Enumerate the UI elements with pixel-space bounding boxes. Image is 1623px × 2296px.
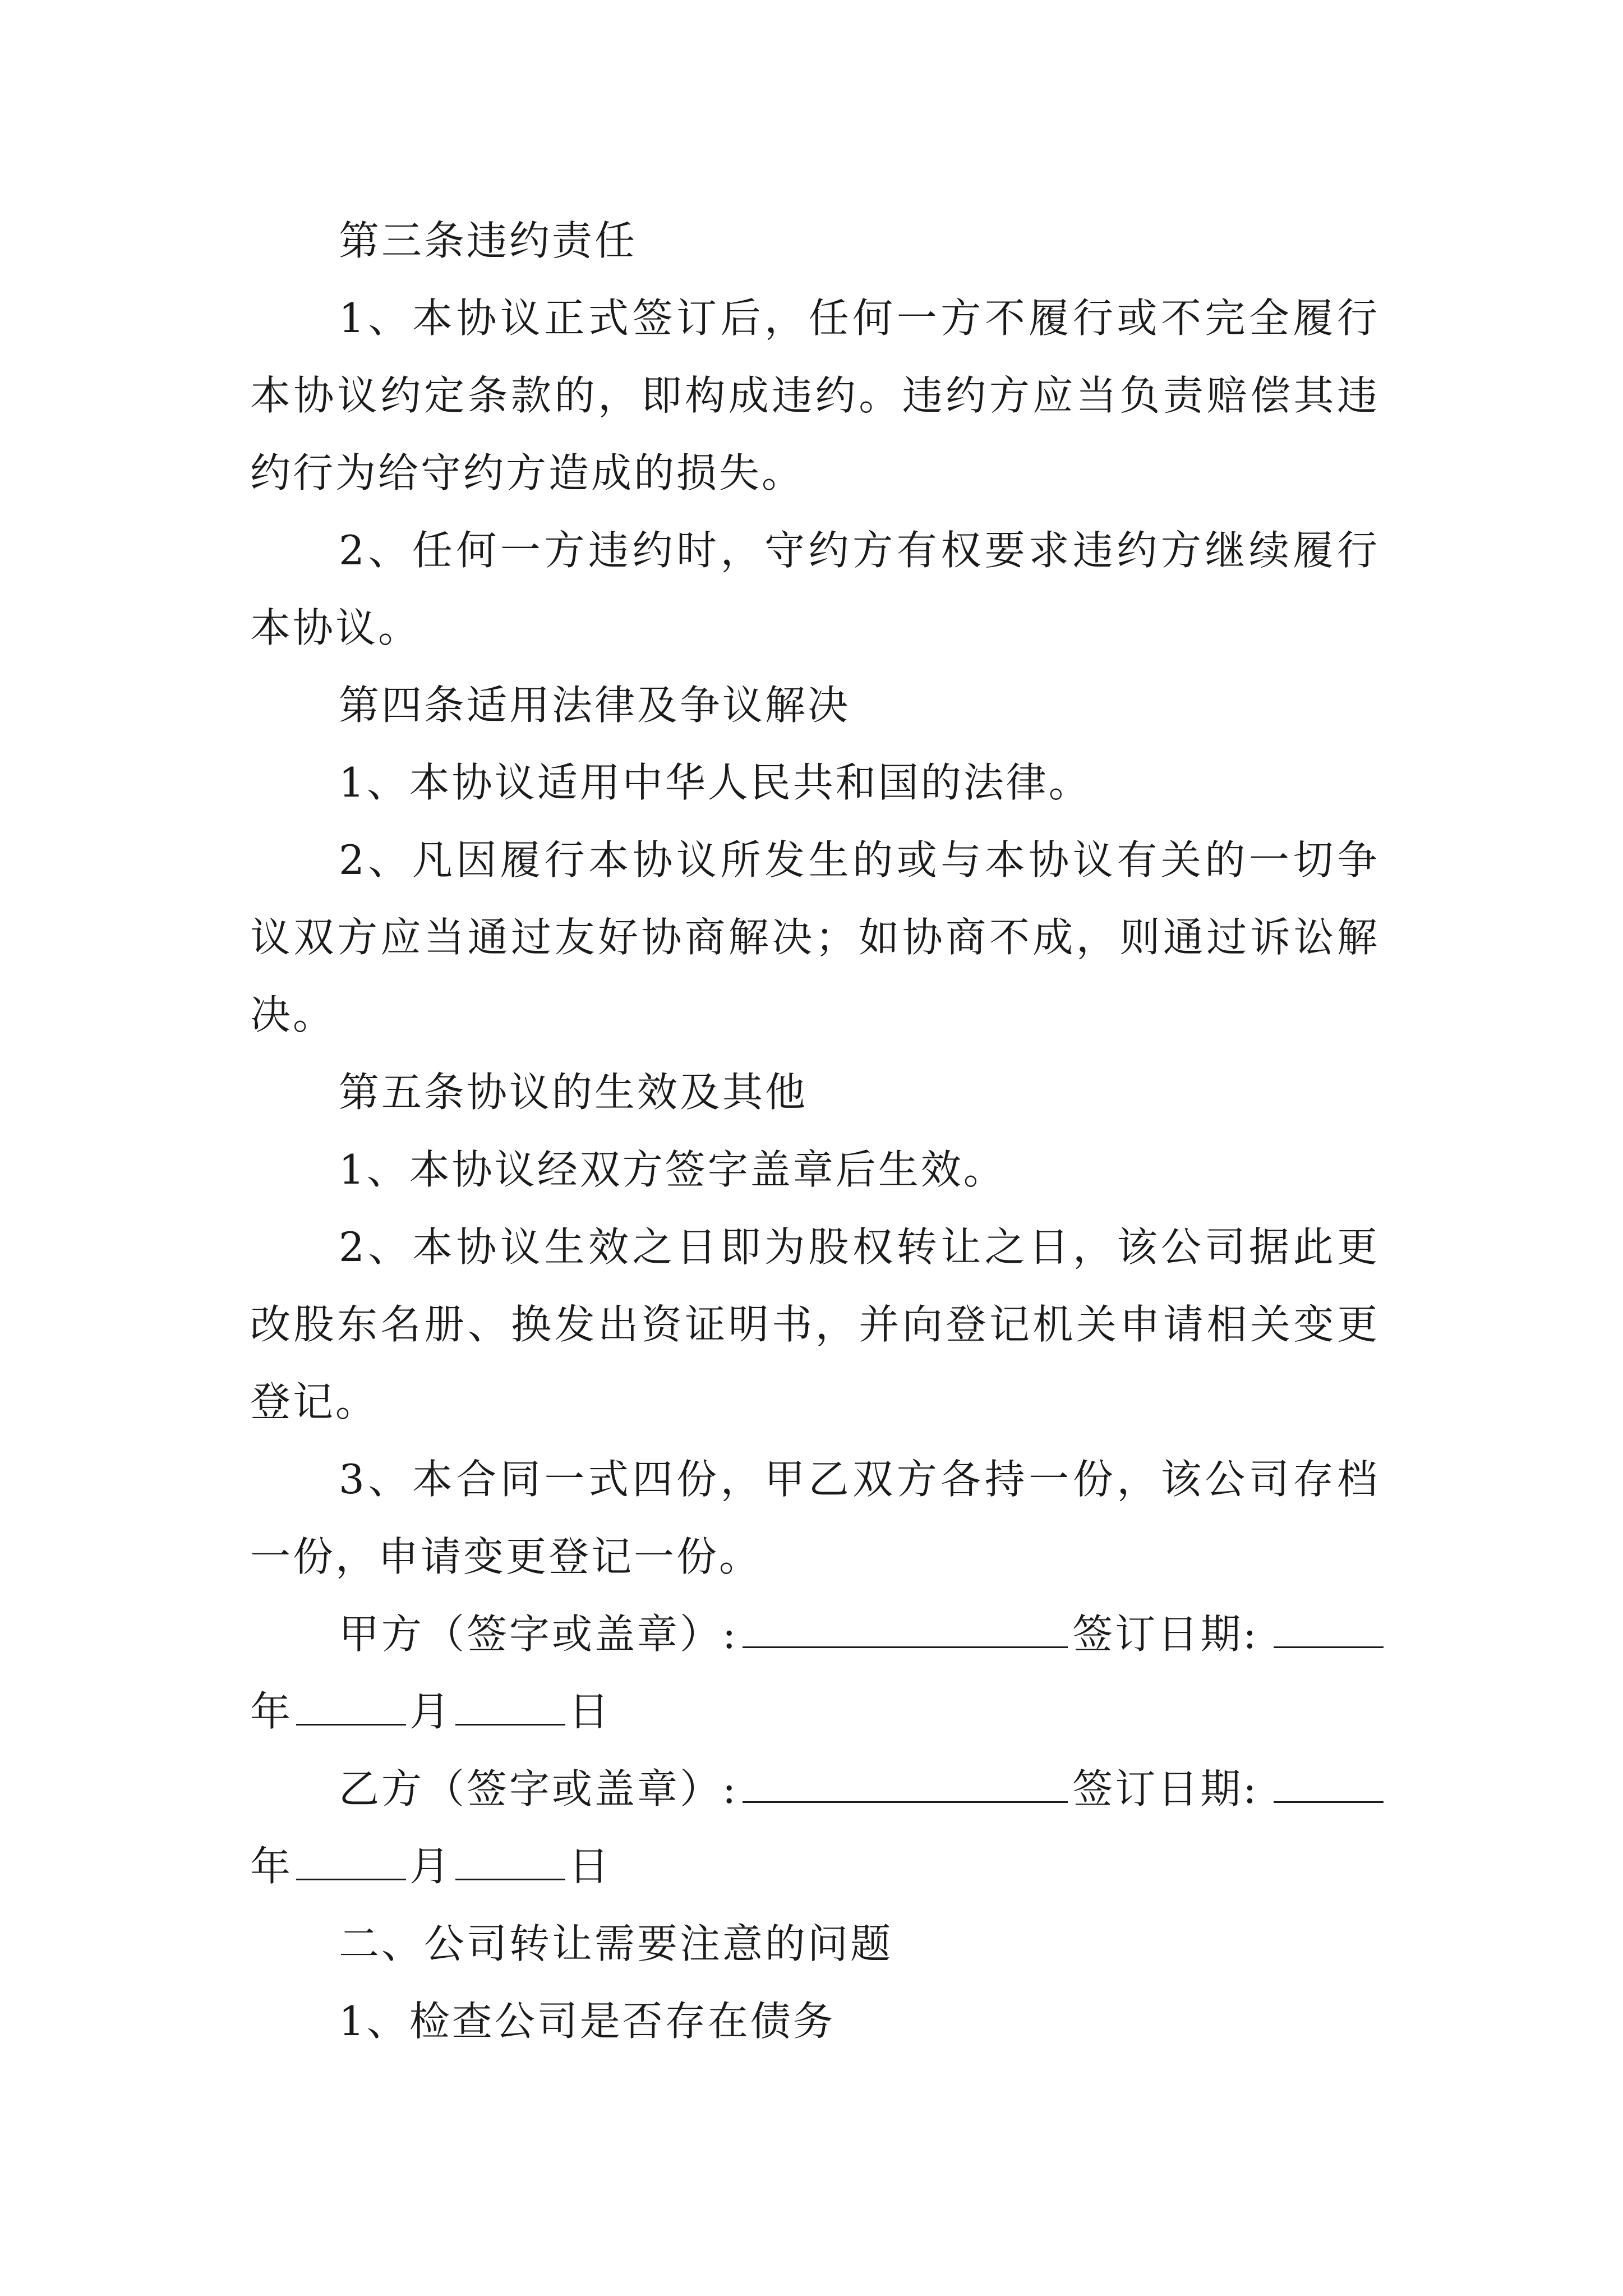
party-b-signature-line [250,1750,1380,1828]
party-b-month-label: 月 [409,1843,453,1890]
document-page [250,202,1380,2060]
party-a-month-label: 月 [409,1688,453,1735]
party-b-day-blank[interactable] [455,1845,565,1880]
article-5-title: 第五条协议的生效及其他 [339,1069,808,1116]
article-3-clause-2: 2、任何一方违约时，守约方有权要求违约方继续履行本协议。 [250,527,1380,651]
party-b-date-label: 签订日期: [1072,1765,1259,1812]
article-5-clause-1: 1、本协议经双方签字盖章后生效。 [339,1146,1006,1193]
article-5-clause-3: 3、本合同一式四份，甲乙双方各持一份，该公司存档一份，申请变更登记一份。 [250,1456,1380,1580]
party-a-date-line [250,1673,1380,1750]
party-b-signature-blank[interactable] [743,1768,1068,1803]
party-a-signature-blank[interactable] [743,1613,1068,1648]
party-b-year-label: 年 [250,1843,293,1890]
party-a-year-label: 年 [250,1688,293,1735]
party-b-label: 乙方（签字或盖章）: [339,1765,739,1812]
party-b-date-line [250,1828,1380,1905]
article-3-clause-1: 1、本协议正式签订后，任何一方不履行或不完全履行本协议约定条款的，即构成违约。违约方应当负责赔偿其违约行为给守约方造成的损失。 [250,295,1380,496]
party-a-day-blank[interactable] [455,1690,565,1726]
article-5-clause-2: 2、本协议生效之日即为股权转让之日，该公司据此更改股东名册、换发出资证明书，并向登记机关申请相关变更登记。 [250,1223,1380,1425]
party-a-date-blank[interactable] [1274,1613,1384,1648]
article-4-title: 第四条适用法律及争议解决 [339,682,851,729]
article-4-clause-1: 1、本协议适用中华人民共和国的法律。 [339,759,1091,806]
party-a-day-label: 日 [569,1688,612,1735]
section-2-title: 二、公司转让需要注意的问题 [339,1920,893,1967]
party-b-month-blank[interactable] [296,1845,406,1880]
party-b-day-label: 日 [569,1843,612,1890]
article-3-title: 第三条违约责任 [339,217,638,264]
party-a-label: 甲方（签字或盖章）: [339,1611,739,1658]
party-a-month-blank[interactable] [296,1690,406,1726]
party-a-date-label: 签订日期: [1072,1611,1259,1658]
party-a-signature-line [250,1595,1380,1673]
section-2-item-1: 1、检查公司是否存在债务 [339,1998,836,2045]
article-4-clause-2: 2、凡因履行本协议所发生的或与本协议有关的一切争议双方应当通过友好协商解决；如协商不成，则通过诉讼解决。 [250,836,1380,1038]
party-b-date-blank[interactable] [1274,1768,1384,1803]
